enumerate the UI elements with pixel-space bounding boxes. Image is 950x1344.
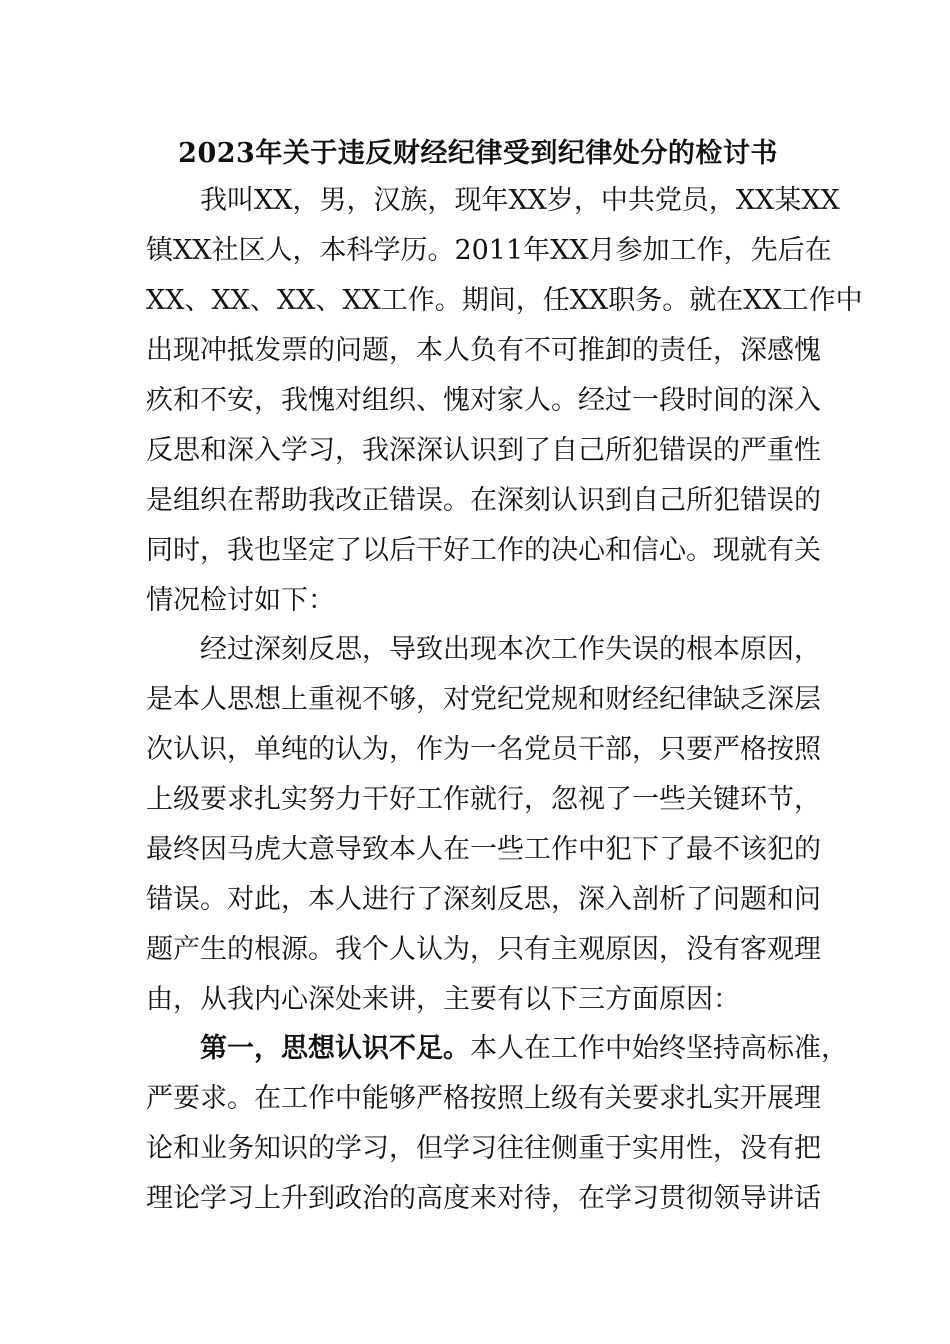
paragraph-line: 严要求。在工作中能够严格按照上级有关要求扎实开展理 [146,1083,821,1114]
paragraph-line: 题产生的根源。我个人认为，只有主观原因，没有客观理 [146,934,821,965]
paragraph-line: 上级要求扎实努力干好工作就行，忽视了一些关键环节， [146,784,821,815]
paragraph-line: 疚和不安，我愧对组织、愧对家人。经过一段时间的深入 [146,385,821,416]
paragraph-line: 镇XX社区人，本科学历。2011年XX月参加工作，先后在 [146,235,832,266]
paragraph-line: 是组织在帮助我改正错误。在深刻认识到自己所犯错误的 [146,485,821,516]
paragraph-line: 次认识，单纯的认为，作为一名党员干部，只要严格按照 [146,734,821,765]
document-title: 2023年关于违反财经纪律受到纪律处分的检讨书 [178,138,778,169]
paragraph-line: 最终因马虎大意导致本人在一些工作中犯下了最不该犯的 [146,834,821,865]
paragraph-line: 由，从我内心深处来讲，主要有以下三方面原因： [146,984,740,1015]
section-heading-rest: 本人在工作中始终坚持高标准， [470,1033,848,1064]
paragraph-line: XX、XX、XX、XX工作。期间，任XX职务。就在XX工作中 [146,285,863,316]
paragraph-line: 我叫XX，男，汉族，现年XX岁，中共党员，XX某XX [200,185,840,216]
paragraph-line: 理论学习上升到政治的高度来对待，在学习贯彻领导讲话 [146,1183,821,1214]
paragraph-line: 论和业务知识的学习，但学习往往侧重于实用性，没有把 [146,1133,821,1164]
paragraph-line: 同时，我也坚定了以后干好工作的决心和信心。现就有关 [146,535,821,566]
section-first-line [200,1029,848,1069]
paragraph-line: 情况检讨如下： [146,585,335,616]
paragraph-line: 出现冲抵发票的问题，本人负有不可推卸的责任，深感愧 [146,335,821,366]
paragraph-line: 反思和深入学习，我深深认识到了自己所犯错误的严重性 [146,435,821,466]
paragraph-line: 经过深刻反思，导致出现本次工作失误的根本原因， [200,634,821,665]
paragraph-line: 是本人思想上重视不够，对党纪党规和财经纪律缺乏深层 [146,684,821,715]
section-heading-first: 第一，思想认识不足。 [200,1033,470,1064]
paragraph-line: 错误。对此，本人进行了深刻反思，深入剖析了问题和问 [146,884,821,915]
